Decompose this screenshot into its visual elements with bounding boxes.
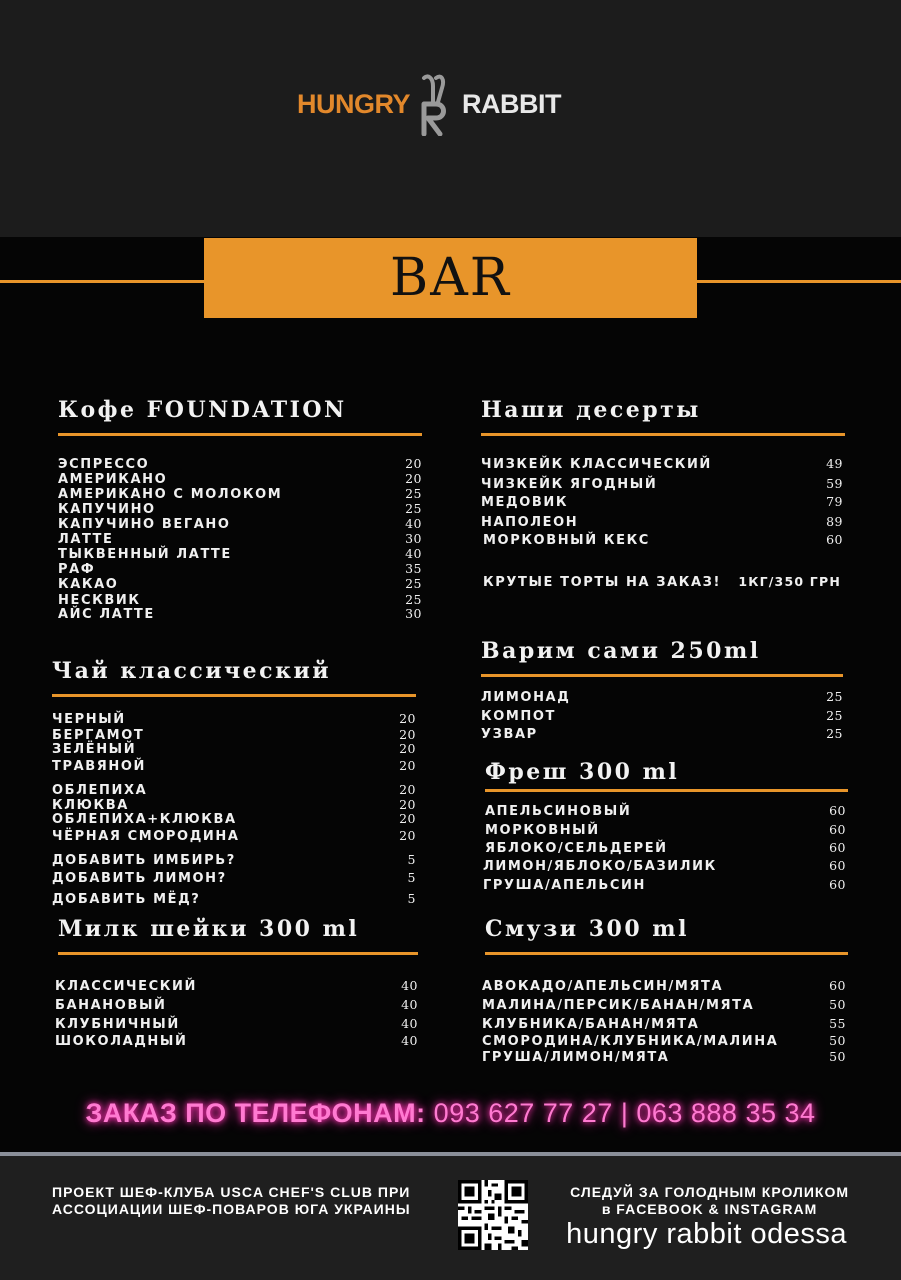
item-price: 50: [829, 997, 846, 1012]
item-name: БЕРГАМОТ: [52, 728, 145, 743]
brand-word-hungry: HUNGRY: [297, 88, 411, 119]
menu-item: [483, 858, 846, 874]
menu-item: [483, 877, 846, 893]
item-name: ЧИЗКЕЙК ЯГОДНЫЙ: [481, 477, 658, 492]
item-name: НЕСКВИК: [58, 593, 141, 608]
brand-logo: [297, 72, 561, 136]
item-price: 5: [407, 891, 416, 906]
item-price: 55: [829, 1016, 846, 1031]
item-name: ШОКОЛАДНЫЙ: [55, 1034, 188, 1049]
section-divider: [52, 694, 416, 697]
item-price: 30: [405, 531, 422, 546]
item-price: 60: [829, 822, 846, 837]
menu-item: [52, 711, 416, 727]
item-price: 5: [407, 870, 416, 885]
footer-right-line: СЛЕДУЙ ЗА ГОЛОДНЫМ КРОЛИКОМ: [570, 1184, 849, 1200]
item-price: 20: [399, 758, 416, 773]
item-name: ДОБАВИТЬ ЛИМОН?: [52, 871, 227, 886]
menu-item: [481, 494, 843, 510]
item-price: 20: [399, 797, 416, 812]
section-title: Смузи 300 ml: [485, 916, 689, 942]
menu-item: [55, 997, 418, 1013]
item-name: ЧЁРНАЯ СМОРОДИНА: [52, 829, 240, 844]
footer-right-line: в FACEBOOK & INSTAGRAM: [601, 1201, 818, 1217]
menu-item: [55, 1033, 418, 1049]
section-fresh: [483, 759, 848, 893]
item-price: 49: [826, 456, 843, 471]
menu-item-custom-cakes: [483, 574, 841, 590]
item-price: 40: [405, 516, 422, 531]
item-price: 89: [826, 514, 843, 529]
item-price: 40: [401, 997, 418, 1012]
section-divider: [485, 952, 848, 955]
item-name: ЧЕРНЫЙ: [52, 712, 126, 727]
menu-item: [485, 822, 846, 838]
item-name: КРУТЫЕ ТОРТЫ НА ЗАКАЗ!: [483, 575, 722, 590]
menu-item: [482, 1016, 846, 1032]
menu-item: [52, 870, 416, 886]
item-name: ЛАТТЕ: [58, 532, 114, 547]
item-price: 25: [405, 486, 422, 501]
item-name: КЛЮКВА: [52, 798, 129, 813]
footer: [0, 1152, 901, 1280]
menu-item: [52, 828, 416, 844]
item-name: СМОРОДИНА/КЛУБНИКА/МАЛИНА: [482, 1034, 779, 1049]
menu-item: [58, 606, 422, 622]
section-smoothies: [482, 916, 848, 1065]
menu-item: [482, 997, 846, 1013]
item-name: АПЕЛЬСИНОВЫЙ: [485, 804, 632, 819]
bar-title: BAR: [390, 248, 511, 308]
item-name: ЛИМОН/ЯБЛОКО/БАЗИЛИК: [483, 859, 717, 874]
item-name: КЛУБНИКА/БАНАН/МЯТА: [482, 1017, 700, 1032]
rabbit-icon: [414, 72, 458, 136]
item-name: ТРАВЯНОЙ: [52, 759, 146, 774]
item-price: 25: [826, 708, 843, 723]
section-coffee: [58, 397, 422, 622]
item-price: 25: [405, 592, 422, 607]
item-price: 20: [399, 711, 416, 726]
item-price: 20: [399, 727, 416, 742]
section-tea: [52, 658, 416, 907]
section-milkshakes: [55, 916, 418, 1049]
item-price: 25: [405, 576, 422, 591]
menu-item: [482, 1049, 846, 1065]
menu-item: [481, 476, 843, 492]
menu-item: [58, 546, 422, 562]
section-title: Чай классический: [52, 658, 332, 684]
item-price: 30: [405, 606, 422, 621]
bar-banner: [204, 238, 697, 318]
item-name: ГРУША/ЛИМОН/МЯТА: [482, 1050, 670, 1065]
section-title: Фреш 300 ml: [485, 759, 680, 785]
menu-item: [58, 456, 422, 472]
menu-item: [55, 1016, 418, 1032]
item-name: ЛИМОНАД: [481, 690, 571, 705]
section-homemade: [481, 638, 845, 742]
section-title: Наши десерты: [481, 397, 701, 423]
item-price: 25: [405, 501, 422, 516]
order-phone-numbers[interactable]: 093 627 77 27 | 063 888 35 34: [433, 1098, 816, 1128]
item-price: 50: [829, 1033, 846, 1048]
item-price: 20: [399, 811, 416, 826]
item-price: 35: [405, 561, 422, 576]
item-name: КАКАО: [58, 577, 119, 592]
item-name: МАЛИНА/ПЕРСИК/БАНАН/МЯТА: [482, 998, 755, 1013]
item-name: КЛАССИЧЕСКИЙ: [55, 979, 197, 994]
item-price: 40: [401, 978, 418, 993]
menu-item: [485, 840, 846, 856]
item-name: КЛУБНИЧНЫЙ: [55, 1017, 180, 1032]
menu-item: [483, 532, 843, 548]
footer-social-note: [570, 1184, 849, 1218]
item-name: АМЕРИКАНО: [58, 472, 168, 487]
menu-item: [58, 576, 422, 592]
item-price: 60: [829, 877, 846, 892]
section-divider: [58, 433, 422, 436]
menu-item: [58, 531, 422, 547]
menu-item: [58, 516, 422, 532]
item-price: 20: [399, 828, 416, 843]
item-name: АЙС ЛАТТЕ: [58, 607, 155, 622]
item-price: 25: [826, 726, 843, 741]
item-price: 50: [829, 1049, 846, 1064]
menu-item: [52, 891, 416, 907]
section-divider: [481, 674, 843, 677]
menu-item: [482, 978, 846, 994]
item-name: ОБЛЕПИХА: [52, 783, 148, 798]
header: [0, 0, 901, 237]
menu-item: [52, 741, 416, 757]
order-label: ЗАКАЗ ПО ТЕЛЕФОНАМ:: [85, 1098, 426, 1128]
item-name: ДОБАВИТЬ МЁД?: [52, 892, 201, 907]
menu-item: [481, 689, 843, 705]
item-name: КОМПОТ: [481, 709, 557, 724]
menu-item: [481, 708, 843, 724]
item-price: 79: [826, 494, 843, 509]
item-price: 40: [401, 1033, 418, 1048]
menu-item: [58, 471, 422, 487]
menu-item: [58, 561, 422, 577]
section-title: Кофе FOUNDATION: [58, 397, 347, 423]
item-name: КАПУЧИНО: [58, 502, 156, 517]
menu-item: [481, 514, 843, 530]
item-name: ЭСПРЕССО: [58, 457, 150, 472]
item-name: ОБЛЕПИХА+КЛЮКВА: [52, 812, 237, 827]
section-divider: [485, 789, 848, 792]
item-price: 60: [826, 532, 843, 547]
section-divider: [58, 952, 418, 955]
menu-item: [481, 726, 843, 742]
item-price: 40: [405, 546, 422, 561]
item-name: ЗЕЛЁНЫЙ: [52, 742, 137, 757]
item-price: 60: [829, 978, 846, 993]
item-name: ЧИЗКЕЙК КЛАССИЧЕСКИЙ: [481, 457, 712, 472]
menu-item: [482, 1033, 846, 1049]
item-price: 60: [829, 803, 846, 818]
menu-item: [58, 486, 422, 502]
item-name: НАПОЛЕОН: [481, 515, 579, 530]
footer-project-note: [52, 1184, 411, 1218]
item-name: ТЫКВЕННЫЙ ЛАТТЕ: [58, 547, 232, 562]
item-name: МОРКОВНЫЙ: [485, 823, 600, 838]
item-price: 59: [826, 476, 843, 491]
footer-left-line: АССОЦИАЦИИ ШЕФ-ПОВАРОВ ЮГА УКРАИНЫ: [52, 1201, 411, 1217]
banner-line-right: [697, 280, 901, 283]
item-price: 20: [405, 471, 422, 486]
item-price: 20: [399, 782, 416, 797]
menu-item: [58, 501, 422, 517]
menu-item: [52, 811, 416, 827]
item-name: РАФ: [58, 562, 96, 577]
menu-item: [485, 803, 846, 819]
item-price: 25: [826, 689, 843, 704]
section-divider: [481, 433, 845, 436]
menu-item: [55, 978, 418, 994]
menu-item: [52, 758, 416, 774]
item-name: БАНАНОВЫЙ: [55, 998, 167, 1013]
item-name: АВОКАДО/АПЕЛЬСИН/МЯТА: [482, 979, 724, 994]
item-price: 5: [407, 852, 416, 867]
section-title: Милк шейки 300 ml: [58, 916, 360, 942]
item-price: 1КГ/350 ГРН: [738, 574, 841, 589]
item-name: ЯБЛОКО/СЕЛЬДЕРЕЙ: [485, 841, 668, 856]
menu-item: [52, 782, 416, 798]
item-name: ДОБАВИТЬ ИМБИРЬ?: [52, 853, 236, 868]
item-name: МОРКОВНЫЙ КЕКС: [483, 533, 650, 548]
item-name: УЗВАР: [481, 727, 538, 742]
item-name: МЕДОВИК: [481, 495, 569, 510]
section-title: Варим сами 250ml: [481, 638, 761, 664]
item-name: КАПУЧИНО ВЕГАНО: [58, 517, 231, 532]
social-handle[interactable]: hungry rabbit odessa: [566, 1218, 847, 1250]
item-price: 20: [405, 456, 422, 471]
qr-code-icon[interactable]: [458, 1180, 528, 1250]
item-name: АМЕРИКАНО С МОЛОКОМ: [58, 487, 283, 502]
item-price: 60: [829, 840, 846, 855]
section-desserts: [481, 397, 845, 590]
item-name: ГРУША/АПЕЛЬСИН: [483, 878, 646, 893]
menu-item: [481, 456, 843, 472]
brand-word-rabbit: RABBIT: [462, 88, 562, 119]
item-price: 60: [829, 858, 846, 873]
menu-item: [52, 852, 416, 868]
order-phones: [0, 1098, 901, 1129]
item-price: 40: [401, 1016, 418, 1031]
item-price: 20: [399, 741, 416, 756]
banner-line-left: [0, 280, 204, 283]
footer-left-line: ПРОЕКТ ШЕФ-КЛУБА USCA CHEF'S CLUB ПРИ: [52, 1184, 411, 1200]
